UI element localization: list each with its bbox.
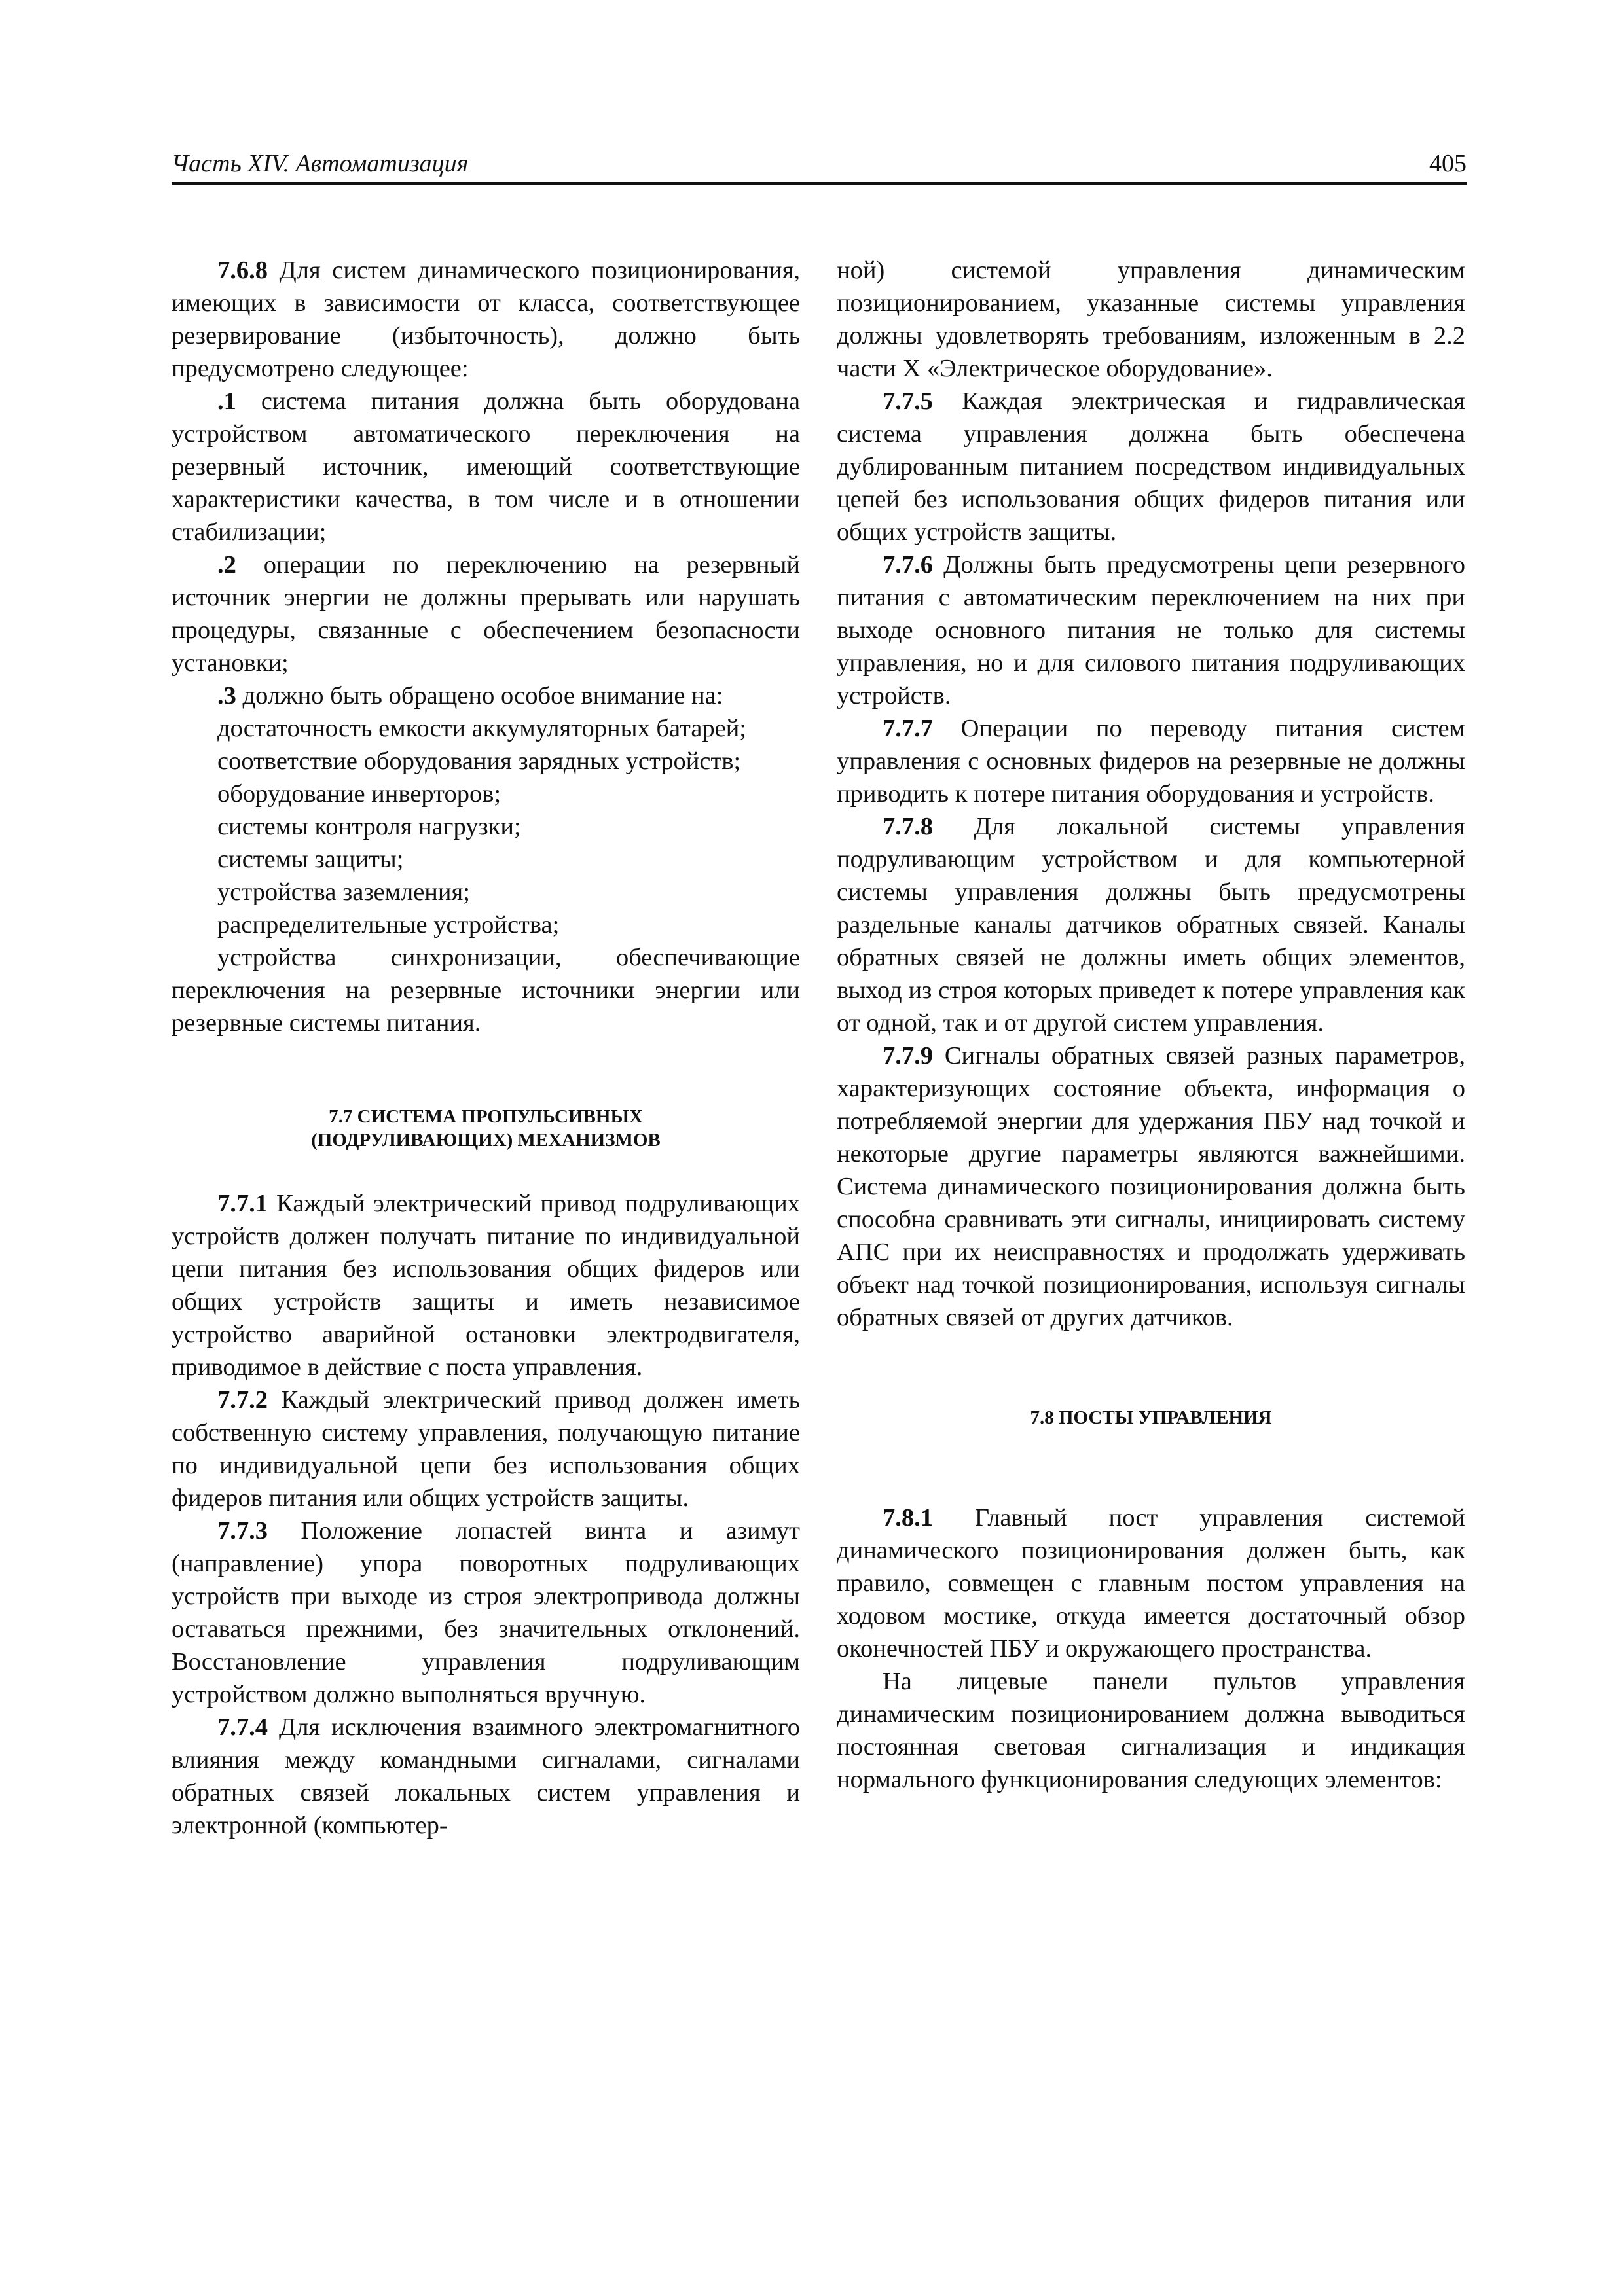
paragraph-7-7-5: 7.7.5 Каждая электрическая и гидравлическая система управления должна быть обеспечена дублированным питанием посредством индивидуальных цепей без использования общих фидеров питания или общих устройств защиты.: [837, 387, 1465, 546]
paragraph-7-7-9: 7.7.9 Сигналы обратных связей разных параметров, характеризующих состояние объекта, информация о потребляемой энергии для удержания ПБУ над точкой и некоторые другие параметры являются важнейшими. Система динамического позиционирования должна быть способна сравнивать эти сигналы, инициировать систему АПС при их неисправностях и продолжать удерживать объект над точкой позиционирования, используя сигналы обратных связей от других датчиков.: [837, 1042, 1465, 1331]
page-number: 405: [1429, 150, 1467, 177]
paragraph-7-8-1: 7.8.1 Главный пост управления системой динамического позиционирования должен быть, как правило, совмещен с главным постом управления на ходовом мостике, откуда имеется достаточный обзор оконечностей ПБУ и окружающего пространства.: [837, 1504, 1465, 1662]
left-column: [172, 254, 800, 1842]
paragraph-7-7-7: 7.7.7 Операции по переводу питания систем управления с основных фидеров на резервные не должны приводить к потере питания оборудования и устройств.: [837, 715, 1465, 808]
paragraph-7-8-1-continued: На лицевые панели пультов управления динамическим позиционированием должна выводиться постоянная световая сигнализация и индикация нормального функционирования следующих элементов:: [837, 1668, 1465, 1793]
list-item-3: .3 должно быть обращено особое внимание на:: [217, 682, 723, 709]
sub-item-switchgear: распределительные устройства;: [217, 911, 560, 939]
paragraph-7-7-1: 7.7.1 Каждый электрический привод подруливающих устройств должен получать питание по индивидуальной цепи питания без использования общих фидеров или общих устройств защиты и иметь независимое устройство аварийной остановки электродвигателя, приводимое в действие с поста управления.: [172, 1190, 800, 1381]
paragraph-7-7-6: 7.7.6 Должны быть предусмотрены цепи резервного питания с автоматическим переключением на них при выходе основного питания не только для системы управления, но и для силового питания подруливающих устройств.: [837, 551, 1465, 709]
sub-item-batteries: достаточность емкости аккумуляторных батарей;: [217, 715, 747, 742]
list-item-1: .1 система питания должна быть оборудована устройством автоматического переключения на резервный источник, имеющий соответствующие характеристики качества, в том числе и в отношении стабилизации;: [172, 387, 800, 546]
sub-item-chargers: соответствие оборудования зарядных устройств;: [217, 747, 741, 775]
section-heading-7-8: 7.8 ПОСТЫ УПРАВЛЕНИЯ: [1030, 1407, 1272, 1428]
paragraph-7-7-2: 7.7.2 Каждый электрический привод должен иметь собственную систему управления, получающую питание по индивидуальной цепи без использования общих фидеров питания или общих устройств защиты.: [172, 1386, 800, 1512]
paragraph-7-7-4: 7.7.4 Для исключения взаимного электромагнитного влияния между командными сигналами, сигналами обратных связей локальных систем управления и электронной (компьютер-: [172, 1713, 800, 1839]
paragraph-7-6-8: 7.6.8 Для систем динамического позиционирования, имеющих в зависимости от класса, соответствующее резервирование (избыточность), должно быть предусмотрено следующее:: [172, 257, 800, 382]
sub-item-synchronization: устройства синхронизации, обеспечивающие переключения на резервные источники энергии или резервные системы питания.: [172, 944, 800, 1037]
paragraph-7-7-4-continued: ной) системой управления динамическим позиционированием, указанные системы управления должны удовлетворять требованиям, изложенным в 2.2 части X «Электрическое оборудование».: [837, 257, 1465, 382]
paragraph-7-7-3: 7.7.3 Положение лопастей винта и азимут (направление) упора поворотных подруливающих устройств при выходе из строя электропривода должны оставаться прежними, без значительных отклонений. Восстановление управления подруливающим устройством должно выполняться вручную.: [172, 1517, 800, 1708]
sub-item-grounding: устройства заземления;: [217, 878, 470, 906]
section-heading-7-7: 7.7 СИСТЕМА ПРОПУЛЬСИВНЫХ (ПОДРУЛИВАЮЩИХ) МЕХАНИЗМОВ: [311, 1106, 661, 1151]
header-title: Часть XIV. Автоматизация: [172, 150, 469, 177]
list-item-2: .2 операции по переключению на резервный источник энергии не должны прерывать или нарушать процедуры, связанные с обеспечением безопасности установки;: [172, 551, 800, 677]
sub-item-inverters: оборудование инверторов;: [217, 780, 501, 808]
sub-item-protection: системы защиты;: [217, 846, 404, 873]
right-column: [837, 254, 1465, 1796]
paragraph-7-7-8: 7.7.8 Для локальной системы управления подруливающим устройством и для компьютерной системы управления должны быть предусмотрены раздельные каналы датчиков обратных связей. Каналы обратных связей не должны иметь общих элементов, выход из строя которых приведет к потере управления как от одной, так и от другой систем управления.: [837, 813, 1465, 1037]
sub-item-load-control: системы контроля нагрузки;: [217, 813, 521, 840]
running-header: [172, 143, 1467, 185]
